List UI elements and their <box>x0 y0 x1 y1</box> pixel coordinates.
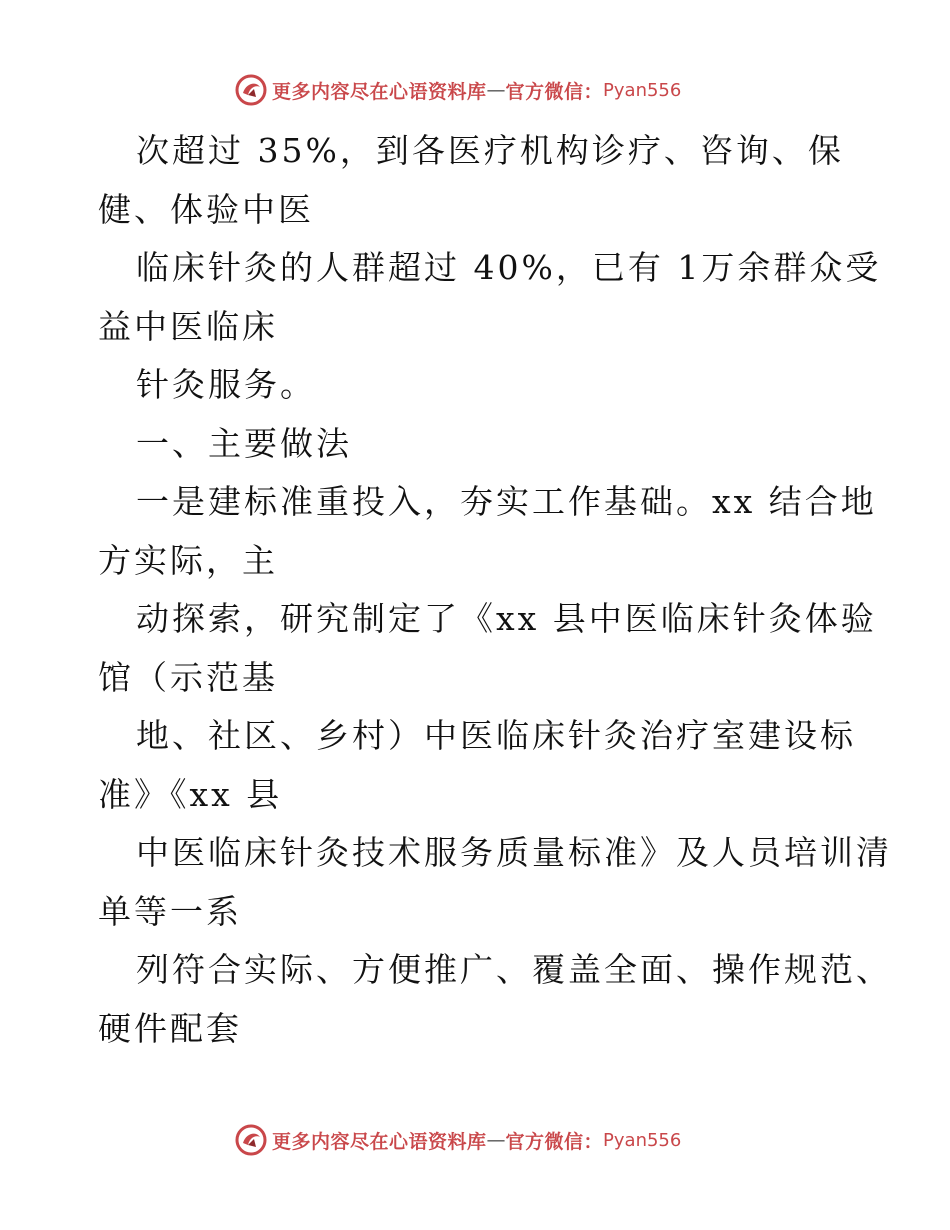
banner-separator: — <box>486 1129 506 1151</box>
text-line: 地、社区、乡村）中医临床针灸治疗室建设标 <box>136 716 856 755</box>
text-line: 临床针灸的人群超过 40%，已有 1万余群众受 <box>136 248 882 287</box>
text-line: 准》《xx 县 <box>98 774 283 814</box>
banner-wechat-id: Pyan556 <box>603 79 682 101</box>
text-line: 健、体验中医 <box>98 189 314 229</box>
text-line: 针灸服务。 <box>136 365 316 404</box>
text-line: 单等一系 <box>98 891 242 931</box>
header-banner <box>234 72 681 108</box>
document-body <box>98 122 892 1058</box>
banner-wechat-label: 官方微信： <box>505 80 604 103</box>
banner-main-text: 更多内容尽在心语资料库 <box>272 1130 487 1153</box>
text-line: 次超过 35%，到各医疗机构诊疗、咨询、保 <box>136 131 844 170</box>
text-line: 馆（示范基 <box>98 657 278 697</box>
footer-banner <box>234 1122 681 1158</box>
text-line: 中医临床针灸技术服务质量标准》及人员培训清 <box>136 833 892 872</box>
section-heading: 一、主要做法 <box>136 423 352 463</box>
banner-wechat-id: Pyan556 <box>603 1129 682 1151</box>
text-line: 益中医临床 <box>98 306 278 346</box>
text-line: 动探索，研究制定了《xx 县中医临床针灸体验 <box>136 599 877 638</box>
text-line: 硬件配套 <box>98 1008 242 1048</box>
red-swirl-logo-icon <box>234 1123 268 1157</box>
red-swirl-logo-icon <box>234 73 268 107</box>
text-line: 方实际，主 <box>98 540 278 580</box>
banner-wechat-label: 官方微信： <box>505 1130 604 1153</box>
text-line: 列符合实际、方便推广、覆盖全面、操作规范、 <box>136 950 892 989</box>
text-line: 一是建标准重投入，夯实工作基础。xx 结合地 <box>136 482 877 521</box>
banner-main-text: 更多内容尽在心语资料库 <box>272 80 487 103</box>
banner-separator: — <box>486 79 506 101</box>
